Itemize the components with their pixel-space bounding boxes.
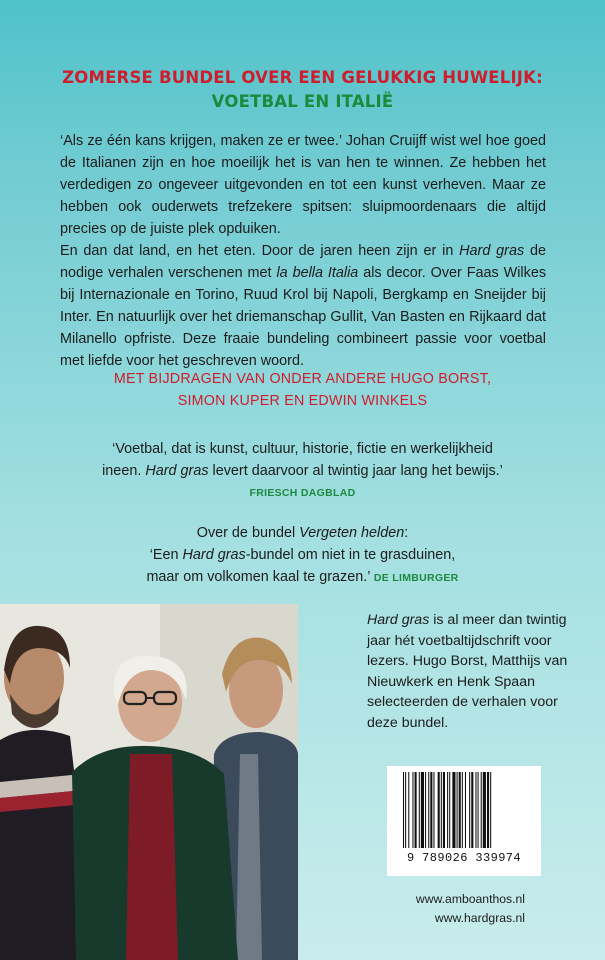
quote-line: [40, 544, 565, 566]
magazine-description: [367, 610, 577, 733]
quote-italic: Vergeten helden: [299, 525, 405, 541]
barcode-bar: [433, 772, 434, 848]
review-quote-2: [40, 522, 565, 589]
contributors-line-2: SIMON KUPER EN EDWIN WINKELS: [177, 393, 428, 409]
blurb-paragraph-1: ‘Als ze één kans krijgen, maken ze er twee.’ Johan Cruijff wist wel hoe goed de Italianen zijn en hoe moeilijk het is van hen te winnen. Ze hebben het verdedigen zo ongeveer uitgevonden en tot een kunst verheven. Maar ze hebben ook ouderwets trefzekere spitsen: sluipmoordenaars die altijd precies op de juiste plek opduiken.: [60, 133, 546, 237]
quote-source: DE LIMBURGER: [373, 572, 459, 584]
blurb-title-italic: Hard gras: [459, 243, 525, 259]
headline: [40, 66, 565, 114]
quote-italic: Hard gras: [182, 547, 246, 563]
contributors: [40, 368, 565, 412]
magazine-url[interactable]: www.hardgras.nl: [434, 911, 525, 925]
quote-intro: [40, 522, 565, 544]
publisher-url[interactable]: www.amboanthos.nl: [415, 892, 525, 906]
barcode-bar: [481, 772, 482, 848]
barcode-bar: [430, 772, 432, 848]
barcode-bar: [457, 772, 458, 848]
blurb-paragraph-2: [60, 240, 546, 372]
barcode-bar: [415, 772, 417, 848]
blurb-text: de nodige verhalen verschenen met: [60, 243, 547, 281]
magazine-title: Hard gras: [367, 612, 430, 628]
editors-photo-illustration: [0, 604, 298, 960]
quote-text: ‘Een: [149, 547, 183, 563]
barcode-bar: [405, 772, 406, 848]
barcode-bar: [469, 772, 470, 848]
quote-text: ineen.: [102, 463, 146, 479]
headline-line-1: ZOMERSE BUNDEL OVER EEN GELUKKIG HUWELIJK:: [62, 68, 543, 87]
barcode-bar: [490, 772, 491, 848]
editors-photo: [0, 604, 298, 960]
quote-text: levert daarvoor al twintig jaar lang het bewijs.’: [208, 463, 503, 479]
review-quote-1: [40, 438, 565, 504]
barcode-bar: [421, 772, 424, 848]
barcode-bar: [452, 772, 455, 848]
barcode-bar: [408, 772, 409, 848]
contributors-line-1: MET BIJDRAGEN VAN ONDER ANDERE HUGO BORST,: [113, 371, 492, 387]
blurb-text: En dan dat land, en het eten. Door de jaren heen zijn er in: [60, 243, 460, 259]
barcode-bar: [412, 772, 413, 848]
quote-line: [40, 460, 565, 482]
quote-text: Over de bundel: [196, 525, 300, 541]
quote-text: maar om volkomen kaal te grazen.’: [146, 569, 370, 585]
barcode-bar: [471, 772, 473, 848]
website-links: [395, 890, 525, 928]
barcode-bar: [459, 772, 461, 848]
quote-line: [40, 566, 565, 589]
barcode-bar: [428, 772, 429, 848]
blurb-text: als decor. Over Faas Wilkes bij Internazionale en Torino, Ruud Krol bij Napoli, Bergkamp en Sneijder bij Inter. En natuurlijk over het driemanschap Gullit, Van Basten en Rijkaard dat Milanello opfriste. Deze fraaie bundeling combineert passie voor voetbal met liefde voor het geschreven woord.: [60, 265, 547, 369]
quote-line: ‘Voetbal, dat is kunst, cultuur, historie, fictie en werkelijkheid: [112, 441, 493, 457]
barcode-bar: [465, 772, 466, 848]
barcode-bar: [475, 772, 476, 848]
barcode-bar: [487, 772, 489, 848]
barcode: [387, 766, 541, 876]
magazine-text: is al meer dan twintig jaar hét voetbaltijdschrift voor lezers. Hugo Borst, Matthijs van Nieuwkerk en Henk Spaan selecteerden de verhalen voor deze bundel.: [367, 612, 568, 731]
barcode-bar: [403, 772, 404, 848]
barcode-bar: [447, 772, 448, 848]
barcode-bars: [401, 772, 527, 850]
barcode-bar: [419, 772, 420, 848]
quote-italic: Hard gras: [145, 463, 209, 479]
barcode-bar: [478, 772, 479, 848]
barcode-bar: [438, 772, 440, 848]
isbn-number: 9 789026 339974: [406, 851, 522, 865]
blurb-italic: la bella Italia: [276, 265, 359, 281]
barcode-bar: [443, 772, 445, 848]
quote-text: -bundel om niet in te grasduinen,: [245, 547, 456, 563]
barcode-bar: [425, 772, 426, 848]
quote-text: :: [404, 525, 409, 541]
headline-line-2: VOETBAL EN ITALIË: [211, 92, 394, 111]
barcode-bar: [483, 772, 486, 848]
barcode-bar: [441, 772, 442, 848]
barcode-bar: [462, 772, 463, 848]
barcode-bar: [449, 772, 450, 848]
quote-source: FRIESCH DAGBLAD: [249, 487, 356, 499]
blurb: [60, 130, 546, 372]
